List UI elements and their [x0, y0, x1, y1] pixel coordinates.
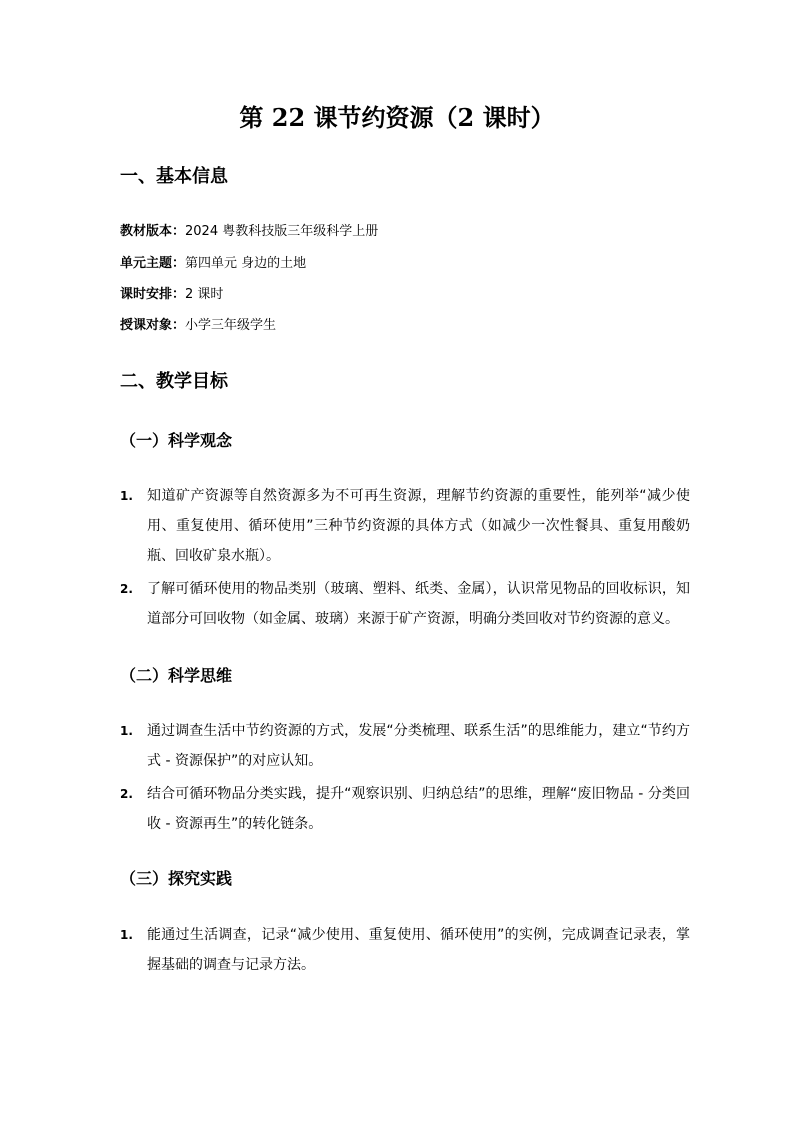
info-value: 第四单元 身边的土地: [185, 256, 307, 271]
list-item-text: 了解可循环使用的物品类别（玻璃、塑料、纸类、金属），认识常见物品的回收标识，知道部分可回收物（如金属、玻璃）来源于矿产资源，明确分类回收对节约资源的意义。: [147, 581, 690, 627]
list-item-number: 2.: [120, 787, 133, 801]
info-value: 小学三年级学生: [185, 318, 277, 333]
list-item-number: 1.: [120, 928, 133, 942]
info-row-audience: [120, 316, 276, 336]
info-row-hours: [120, 285, 223, 305]
page-title: 第 22 课节约资源（2 课时）: [239, 103, 555, 132]
list-item-number: 1.: [120, 489, 133, 503]
info-value: 2024 粤教科技版三年级科学上册: [185, 224, 379, 239]
section-heading-objectives: 二、教学目标: [120, 371, 228, 392]
list-item-text: 知道矿产资源等自然资源多为不可再生资源，理解节约资源的重要性，能列举“减少使用、重复使用、循环使用”三种节约资源的具体方式（如减少一次性餐具、重复用酸奶瓶、回收矿泉水瓶）。: [147, 488, 690, 564]
list-item: [120, 716, 690, 776]
list-item: [120, 779, 690, 839]
list-item-text: 通过调查生活中节约资源的方式，发展“分类梳理、联系生活”的思维能力，建立“节约方式 - 资源保护”的对应认知。: [147, 723, 690, 769]
list-item: [120, 920, 690, 980]
info-label: 授课对象：: [120, 318, 186, 333]
list-item-text: 能通过生活调查，记录“减少使用、重复使用、循环使用”的实例，完成调查记录表，掌握基础的调查与记录方法。: [147, 927, 690, 973]
info-value: 2 课时: [185, 287, 224, 302]
subsection-heading-science-concepts: （一）科学观念: [120, 431, 233, 450]
section-heading-basic-info: 一、基本信息: [120, 166, 228, 187]
info-label: 教材版本：: [120, 224, 186, 239]
subsection-heading-science-thinking: （二）科学思维: [120, 666, 233, 685]
list-item: [120, 574, 690, 634]
list-item-text: 结合可循环物品分类实践，提升“观察识别、归纳总结”的思维，理解“废旧物品 - 分类回收 - 资源再生”的转化链条。: [147, 786, 690, 832]
info-row-unit: [120, 254, 306, 274]
info-label: 单元主题：: [120, 256, 186, 271]
subsection-heading-inquiry-practice: （三）探究实践: [120, 869, 233, 888]
info-row-textbook: [120, 222, 378, 242]
list-item-number: 1.: [120, 724, 133, 738]
info-label: 课时安排：: [120, 287, 186, 302]
list-item: [120, 481, 690, 571]
list-item-number: 2.: [120, 582, 133, 596]
